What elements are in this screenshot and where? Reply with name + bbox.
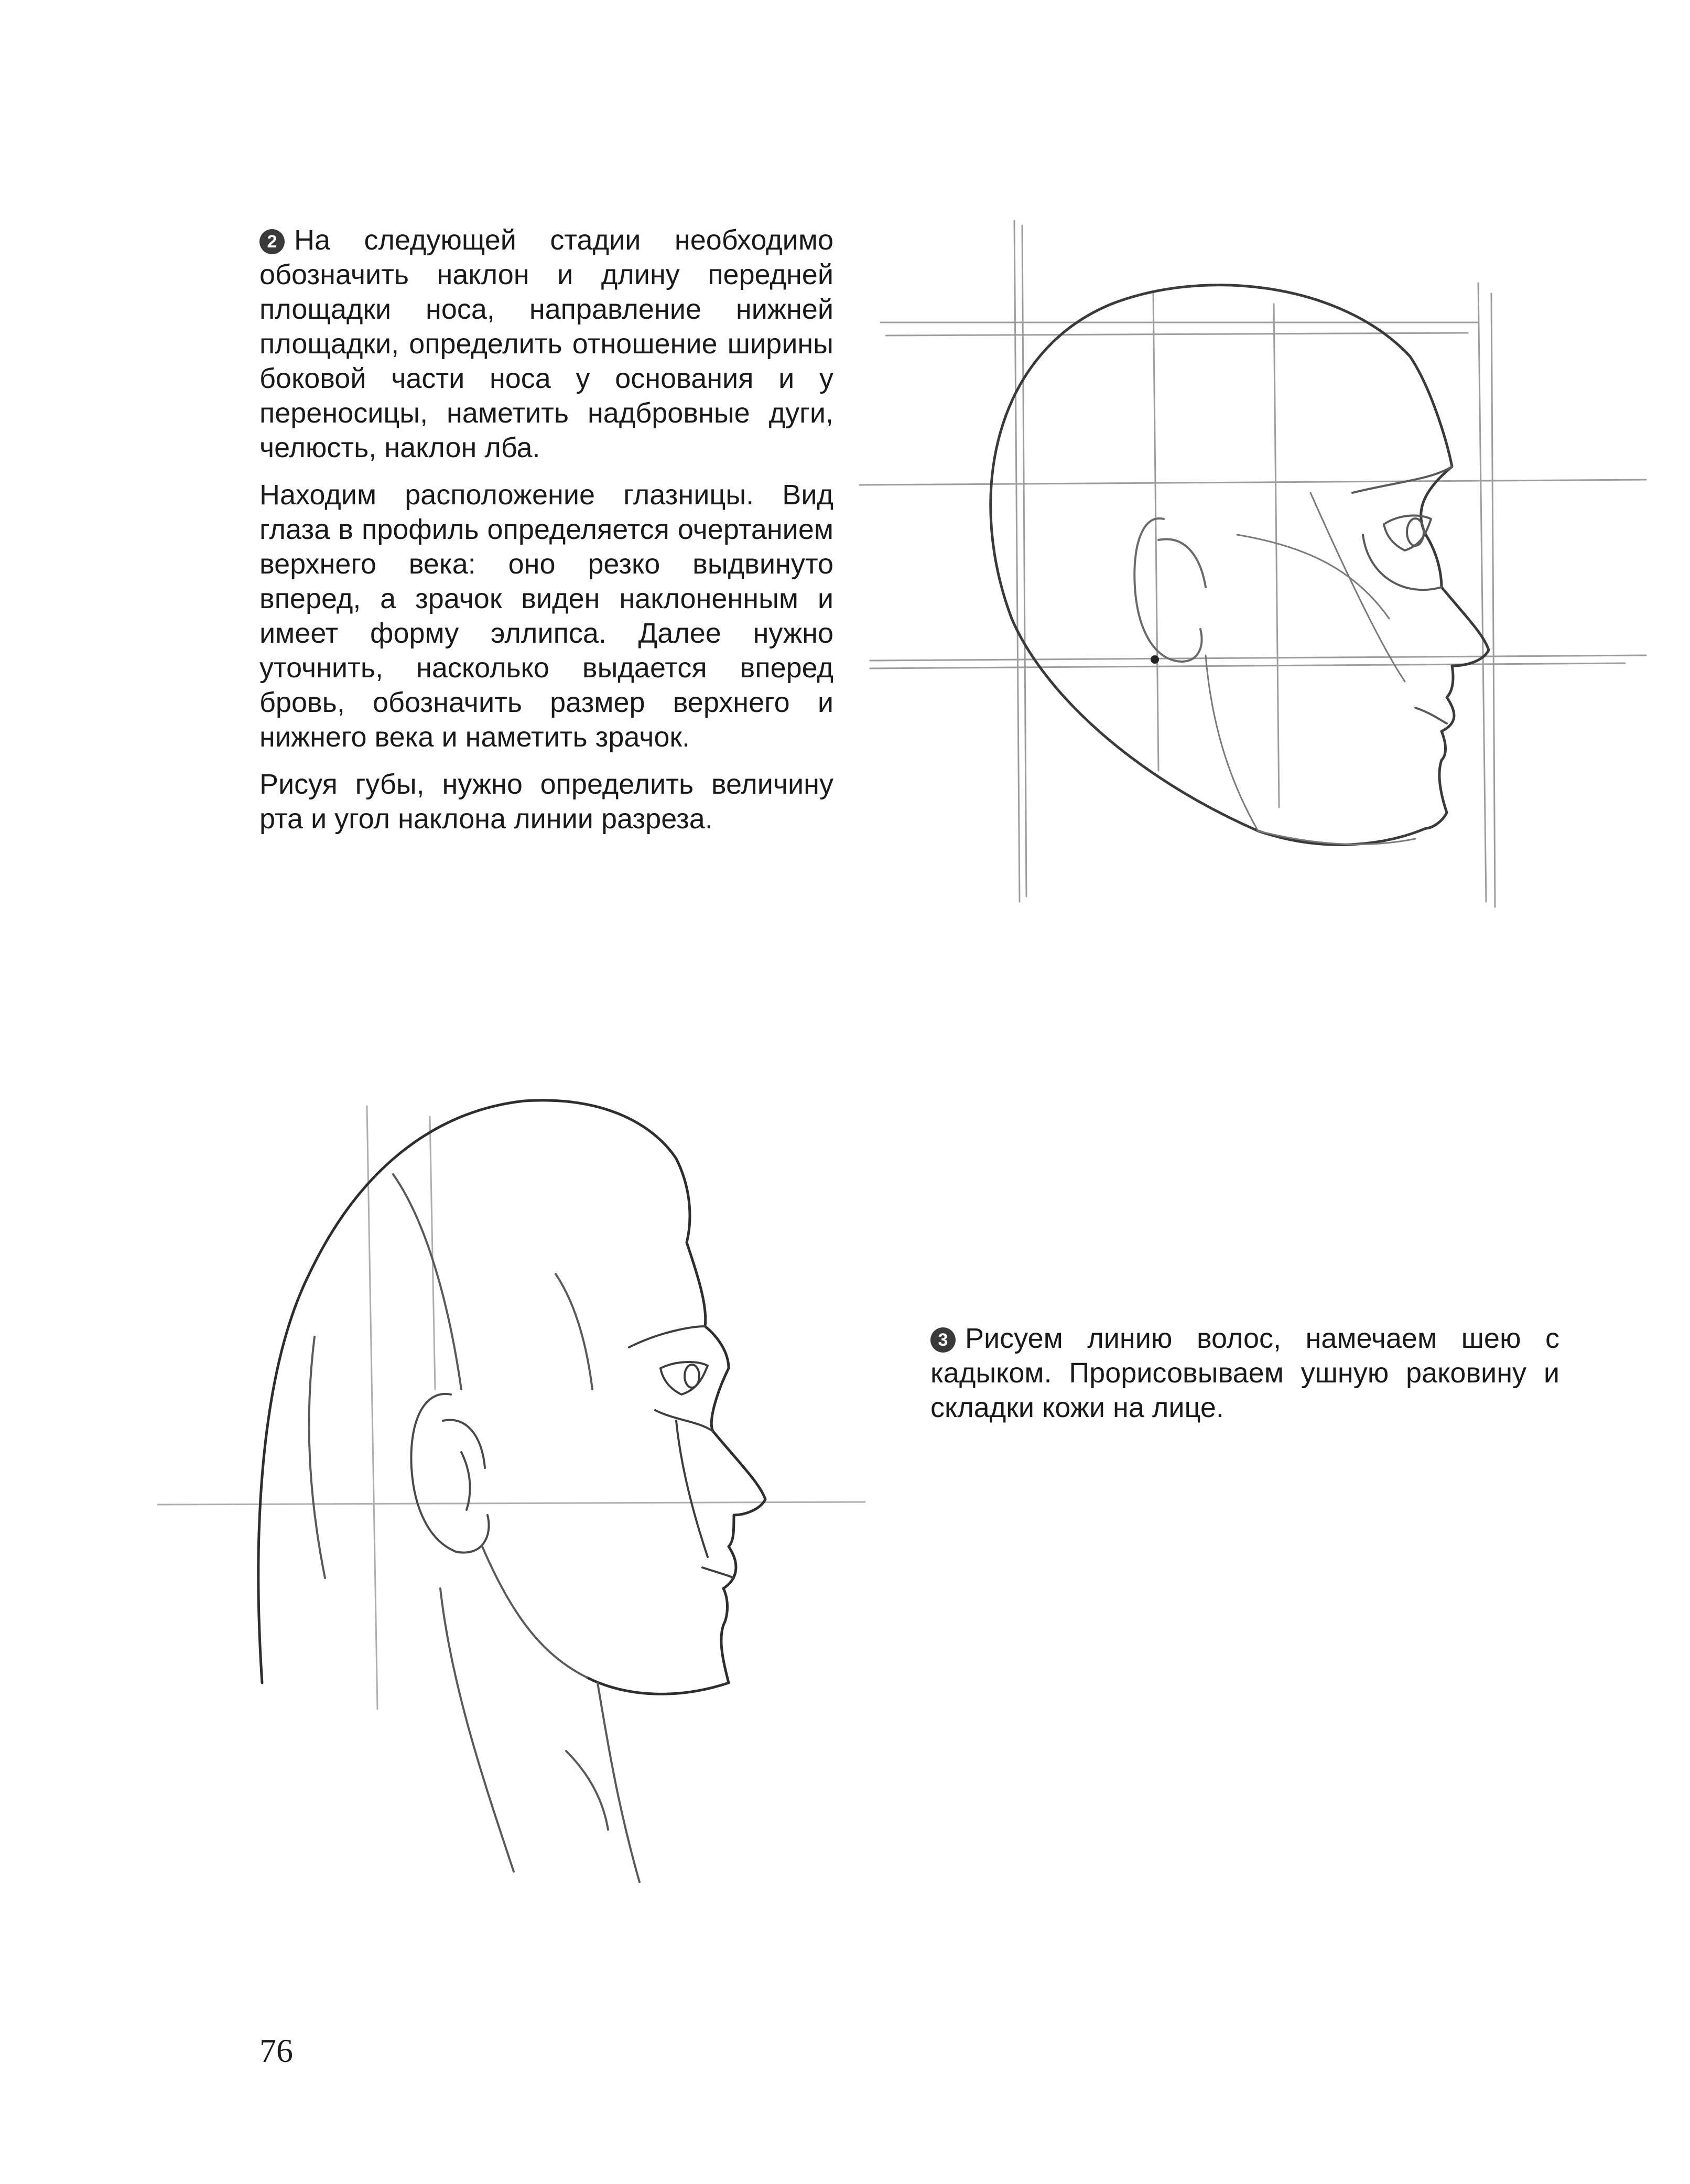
facial-features [629, 1326, 734, 1578]
step-2-text [259, 223, 833, 849]
page-number: 76 [259, 2032, 293, 2069]
step-2-paragraph-3: Рисуя губы, нужно определить величину рта и угол наклона линии разреза. [259, 769, 833, 835]
step-3-paragraph-1: 3 Рисуем линию волос, намечаем шею с кадыком. Прорисовываем ушную раковину и складки кожи на лице. [930, 1323, 1559, 1423]
ear [411, 1394, 489, 1553]
construction-grid [860, 220, 1646, 907]
step-3-text [930, 1321, 1559, 1437]
jaw-and-neck-sketch [1151, 493, 1415, 845]
head-outline [991, 285, 1489, 845]
head-profile-construction-drawing [839, 220, 1656, 912]
step-2-badge: 2 [259, 229, 285, 254]
ear-sketch [1134, 518, 1206, 662]
step-3-badge: 3 [930, 1327, 956, 1353]
step-2-paragraph-2: Находим расположение глазницы. Вид глаза в профиль определяется очертанием верхнего века: оно резко выдвинуто вперед, а зрачок виден наклоненным и имеет форму эллипса. Далее нужно уточнить, насколько выдается вперед бровь, обозначить размер верхнего и нижнего века и наметить зрачок. [259, 479, 833, 753]
neck-and-hairline [309, 1174, 640, 1882]
step-2-paragraph-1: 2 На следующей стадии необходимо обозначить наклон и длину передней площадки носа, направление нижней площадки, определить отношение ширины боковой части носа у основания и у переносицы, наметить надбровные дуги, челюсть, наклон лба. [259, 224, 833, 463]
guide-lines [157, 1106, 865, 1709]
head-profile-refined-drawing [157, 1054, 891, 1893]
facial-features [1352, 467, 1452, 723]
